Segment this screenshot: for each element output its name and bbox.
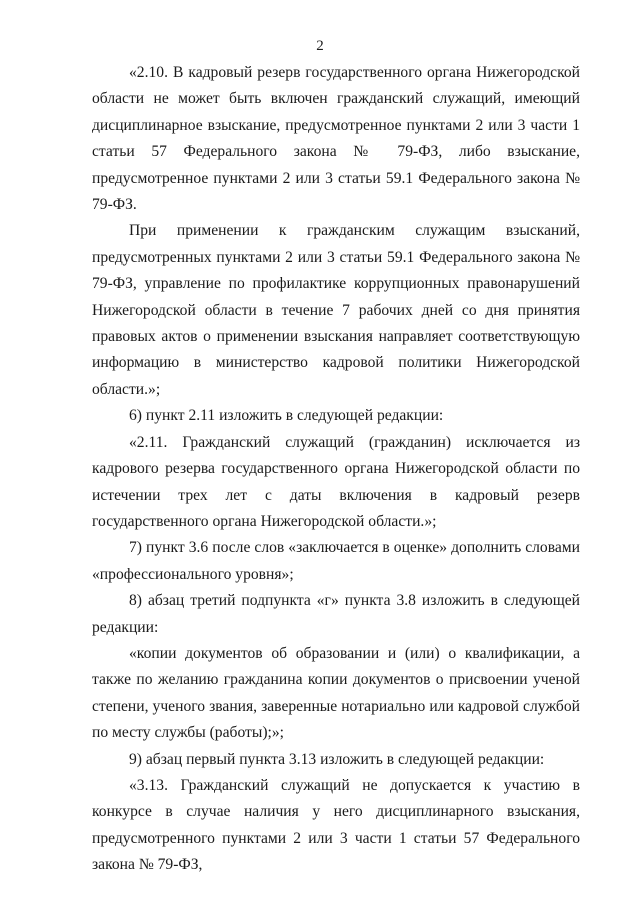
paragraph-item-8: 8) абзац третий подпункта «г» пункта 3.8 изложить в следующей редакции:	[92, 592, 580, 636]
paragraph-sanctions: При применении к гражданским служащим взысканий, предусмотренных пунктами 2 или 3 статьи 59.1 Федерального закона № 79-ФЗ, управление по профилактике коррупционных правонарушений Нижегородской области в течение 7 рабочих дней со дня принятия правовых актов о применении взыскания направляет соответствующую информацию в министерство кадровой политики Нижегородской области.»;	[92, 222, 580, 398]
paragraph-item-6: 6) пункт 2.11 изложить в следующей редакции:	[129, 407, 444, 425]
document-body	[92, 60, 580, 879]
paragraph-documents-copies: «копии документов об образовании и (или) о квалификации, а также по желанию гражданина копии документов о присвоении ученой степени, ученого звания, заверенные нотариально или кадровой службой по месту службы (работы);»;	[92, 644, 580, 742]
paragraph-item-9: 9) абзац первый пункта 3.13 изложить в следующей редакции:	[129, 750, 545, 768]
paragraph-3-13: «3.13. Гражданский служащий не допускается к участию в конкурсе в случае наличия у него дисциплинарного взыскания, предусмотренного пунктами 2 или 3 части 1 статьи 57 Федерального закона № 79-ФЗ,	[92, 776, 580, 874]
paragraph-2-10: «2.10. В кадровый резерв государственного органа Нижегородской области не может быть включен гражданский служащий, имеющий дисциплинарное взыскание, предусмотренное пунктами 2 или 3 части 1 статьи 57 Федерального закона № 79-ФЗ, либо взыскание, предусмотренное пунктами 2 или 3 статьи 59.1 Федерального закона № 79-ФЗ.	[92, 64, 580, 214]
paragraph-item-7: 7) пункт 3.6 после слов «заключается в оценке» дополнить словами «профессионального уровня»;	[92, 539, 580, 583]
page-number: 2	[316, 38, 324, 54]
paragraph-2-11: «2.11. Гражданский служащий (гражданин) исключается из кадрового резерва государственного органа Нижегородской области по истечении трех лет с даты включения в кадровый резерв государственного органа Нижегородской области.»;	[92, 433, 580, 530]
